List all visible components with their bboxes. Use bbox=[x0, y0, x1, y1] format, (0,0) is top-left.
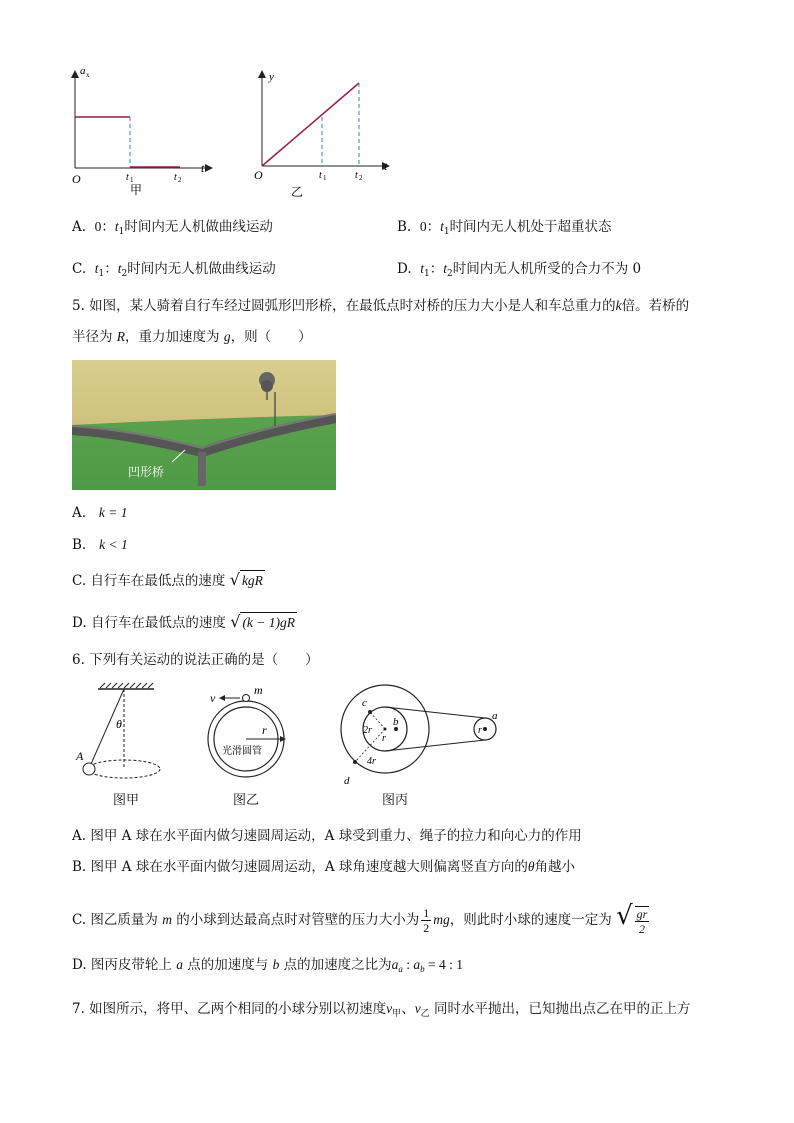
jia-origin: O bbox=[72, 172, 81, 186]
c-radicand: $\frac{gr}{2}$ bbox=[636, 906, 648, 936]
jia-ball-label: A bbox=[76, 749, 84, 763]
graph-jia bbox=[60, 60, 220, 200]
q5-option-c[interactable]: C. 自行车在最低点的速度 √ kgR bbox=[72, 570, 263, 589]
jia-t2-sub: 2 bbox=[178, 176, 182, 184]
bing-a-label: a bbox=[492, 710, 498, 722]
q7-stem: 7. 如图所示，将甲、乙两个相同的小球分别以初速度$v_甲$、$v_乙$ 同时水平抛出，已知抛出点乙在甲的正上方 bbox=[72, 1001, 691, 1019]
jia-caption: 甲 bbox=[130, 183, 143, 197]
fig-bing-pulleys bbox=[330, 682, 510, 792]
q5-option-b[interactable]: B. k < 1 bbox=[72, 537, 128, 553]
bridge-illustration bbox=[72, 360, 336, 490]
q6-option-b[interactable]: B. 图甲 A 球在水平面内做匀速圆周运动，A 球角速度越大则偏离竖直方向的θ角越小 bbox=[72, 859, 576, 875]
yi-r-label: r bbox=[262, 723, 267, 737]
yi-tube-label: 光滑圆管 bbox=[222, 746, 262, 757]
yi-t1: t bbox=[319, 170, 322, 181]
q6-option-c[interactable]: C. 图乙质量为 m 的小球到达最高点时对管壁的压力大小为 $\frac{1}{2}$ mg，则此时小球的速度一定为 √ $\frac{gr}{2}$ bbox=[72, 901, 648, 936]
q4-option-b[interactable]: B. 0：$t_1$时间内无人机处于超重状态 bbox=[397, 219, 612, 237]
jia-t2: t bbox=[174, 172, 177, 183]
q5-option-a[interactable]: A. k = 1 bbox=[72, 505, 128, 521]
bing-c-label: c bbox=[362, 697, 367, 709]
yi-ylabel: y bbox=[269, 71, 274, 83]
bing-r-small: r bbox=[478, 725, 482, 736]
jia-t1: t bbox=[126, 172, 129, 183]
yi-xlabel: t bbox=[384, 159, 388, 173]
yi-t2-sub: 2 bbox=[359, 174, 363, 182]
yi-m-label: m bbox=[254, 683, 263, 697]
yi-t1-sub: 1 bbox=[323, 174, 327, 182]
jia-theta: θ bbox=[116, 717, 122, 731]
jia-ysub: x bbox=[86, 71, 90, 79]
graph-yi bbox=[250, 66, 400, 201]
yi-origin: O bbox=[254, 168, 263, 182]
fig-yi-caption: 图乙 bbox=[233, 793, 260, 808]
fig-yi-tube bbox=[200, 680, 300, 790]
jia-t1-sub: 1 bbox=[130, 176, 134, 184]
q6-option-a[interactable]: A. 图甲 A 球在水平面内做匀速圆周运动，A 球受到重力、绳子的拉力和向心力的作用 bbox=[72, 828, 582, 844]
bing-4r: 4r bbox=[367, 756, 376, 767]
jia-xlabel: t bbox=[201, 161, 205, 175]
q4-option-c[interactable]: C. $t_1$：$t_2$时间内无人机做曲线运动 bbox=[72, 261, 276, 279]
bing-2r: 2r bbox=[363, 725, 372, 736]
q5-stem-line1: 5. 如图，某人骑着自行车经过圆弧形凹形桥，在最低点时对桥的压力大小是人和车总重力的k倍。若桥的 bbox=[72, 298, 690, 314]
yi-t2: t bbox=[355, 170, 358, 181]
fig-jia-pendulum bbox=[72, 682, 172, 792]
q6-stem: 6. 下列有关运动的说法正确的是（ ） bbox=[72, 652, 319, 668]
fig-bing-caption: 图丙 bbox=[382, 793, 409, 808]
c-fraction: $\frac{1}{2}$ bbox=[423, 906, 430, 935]
fig-jia-caption: 图甲 bbox=[113, 793, 140, 808]
q5-stem-line2: 半径为 R，重力加速度为 g，则（ ） bbox=[72, 329, 312, 345]
yi-v-label: v bbox=[210, 691, 216, 705]
bridge-label: 凹形桥 bbox=[128, 465, 165, 479]
q5-option-d[interactable]: D. 自行车在最低点的速度 √ (k − 1)gR bbox=[72, 612, 296, 631]
q6-option-d[interactable]: D. 图丙皮带轮上 a 点的加速度与 b 点的加速度之比为$a_a$ : $a_b = 4$ : 1 bbox=[72, 957, 463, 974]
q4-option-d[interactable]: D. $t_1$：$t_2$时间内无人机所受的合力不为 0 bbox=[397, 261, 642, 279]
yi-caption: 乙 bbox=[291, 185, 304, 199]
bing-d-label: d bbox=[344, 775, 350, 787]
bing-r-mid: r bbox=[382, 733, 386, 744]
jia-ylabel: a bbox=[80, 65, 86, 77]
q4-option-a[interactable]: A. 0：$t_1$时间内无人机做曲线运动 bbox=[72, 219, 273, 237]
bing-b-label: b bbox=[393, 716, 399, 728]
